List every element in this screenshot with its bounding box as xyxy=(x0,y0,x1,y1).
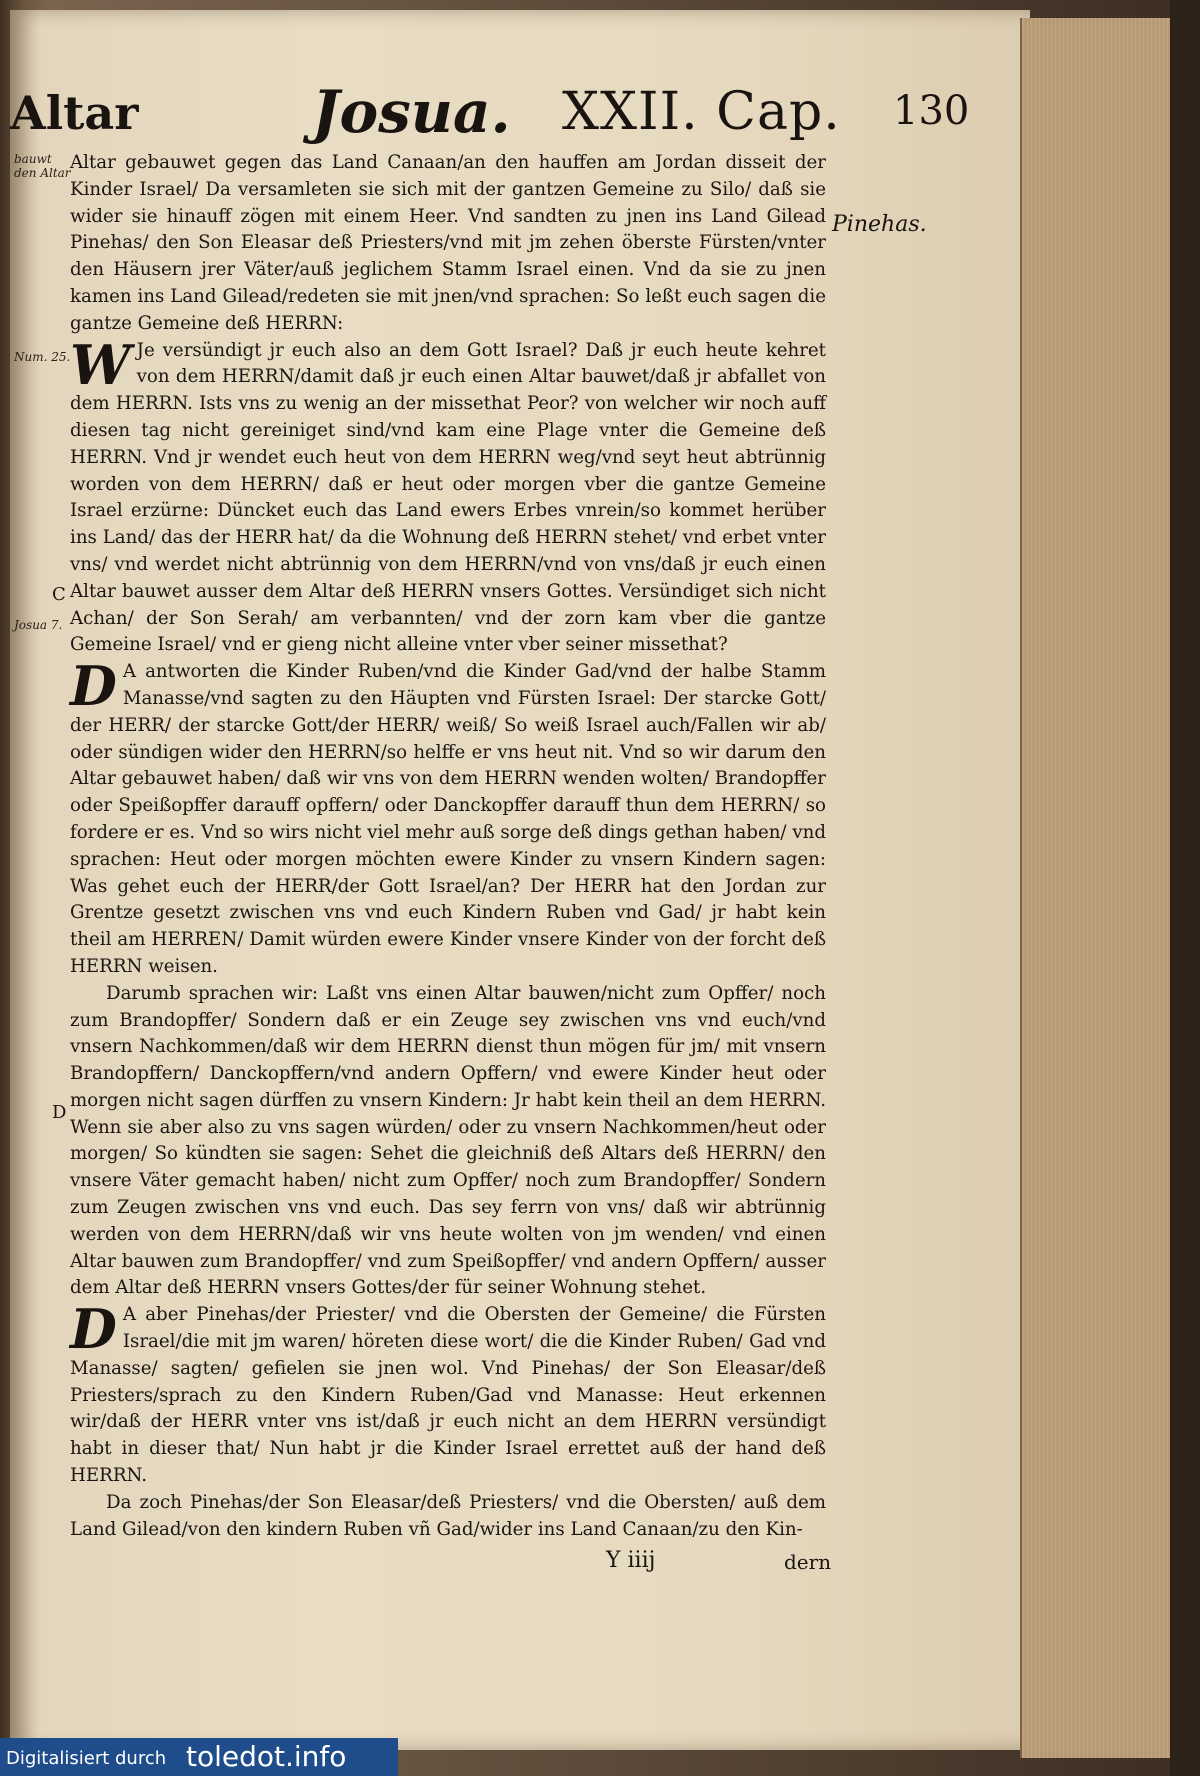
paragraph-text: Altar gebauwet gegen das Land Canaan/an den hauffen am Jordan disseit der Kinder Israel/ Da versamleten sie sich mit der gantzen Gemeine zu Silo/ daß sie wider sie hinauff zögen mit einem Heer. Vnd sandten zu jnen ins Land Gilead Pinehas/ den Son Eleasar deß Priesters/vnd mit jm zehen öberste Fürsten/vnter den Häusern jrer Väter/auß jeglichem Stamm Israel einen. Vnd da sie zu jnen kamen ins Land Gilead/redeten sie mit jnen/vnd sprachen: So leßt euch sagen die gantze Gemeine deß HERRN: xyxy=(70,152,826,334)
margin-note-3: Josua 7. xyxy=(14,618,63,632)
section-marker-d: D xyxy=(52,1102,67,1123)
paragraph-text: Darumb sprachen wir: Laßt vns einen Altar bauwen/nicht zum Opffer/ noch zum Brandopffer/ Sondern daß er ein Zeuge sey zwischen vns vnd euch/vnd vnsern Nachkommen/daß wir dem HERRN dienst thun mögen für jm/ mit vnsern Brandopffern/ Danckopffern/vnd andern Opffern/ vnd ewere Kinder heut oder morgen nicht sagen dürffen zu vnsern Kindern: Jr habt kein theil an dem HERRN. Wenn sie aber also zu vns sagen würden/ oder zu vnsern Nachkommen/heut oder morgen/ So kündten sie sagen: Sehet die gleichniß deß Altars deß HERRN/ den vnsere Väter gemacht haben/ nicht zum Opffer/ noch zum Brandopffer/ Sondern zum Zeugen zwischen vns vnd euch. Das sey ferrn von vns/ daß wir abtrünnig werden von dem HERRN/daß wir vns heute wolten von jm wenden/ vnd einen Altar bauwen zum Brandopffer/ vnd zum Speißopffer/ vnd andern Opffern/ ausser dem Altar deß HERRN vnsers Gottes/der für seiner Wohnung stehet. xyxy=(70,982,826,1299)
drop-cap: D xyxy=(70,654,117,719)
book-cover-edge xyxy=(1170,0,1200,1776)
paragraph xyxy=(70,981,826,1303)
paragraph xyxy=(70,150,826,338)
margin-note-right: Pinehas. xyxy=(832,212,927,237)
section-marker-c: C xyxy=(52,584,66,605)
running-header xyxy=(0,78,1000,158)
banner-site-link[interactable]: toledot.info xyxy=(186,1740,347,1773)
header-book-title: Josua. xyxy=(312,78,511,146)
paragraph-text: A antworten die Kinder Ruben/vnd die Kinder Gad/vnd der halbe Stamm Manasse/vnd sagten zu den Häupten vnd Fürsten Israel: Der starcke Gott/ der HERR/ der starcke Gott/der HERR/ weiß/ So weiß Israel auch/Fallen wir ab/ oder sündigen wider den HERRN/so helffe er vns heut nit. Vnd so wir darum den Altar gebauwet haben/ daß wir vns von dem HERRN wenden wolten/ Brandopffer oder Speißopffer darauff opffern/ oder Danckopffer darauff thun dem HERRN/ so fordere er es. Vnd so wirs nicht viel mehr auß sorge deß dings gethan haben/ vnd sprachen: Heut oder morgen möchten ewere Kinder zu vnsern Kindern sagen: Was gehet euch der HERR/der Gott Israel/an? Der HERR hat den Jordan zur Grentze gesetzt zwischen vns vnd euch Kindern Ruben vnd Gad/ jr habt kein theil am HERREN/ Damit würden ewere Kinder vnsere Kinder von der forcht deß HERRN weisen. xyxy=(70,661,826,977)
header-folio-number: 130 xyxy=(893,88,970,134)
header-left-word: Altar xyxy=(10,86,139,140)
page-edges xyxy=(1020,18,1172,1758)
margin-note-1: bauwt den Altar xyxy=(14,152,71,180)
digitization-banner[interactable] xyxy=(0,1738,398,1776)
paragraph-text: A aber Pinehas/der Priester/ vnd die Obersten der Gemeine/ die Fürsten Israel/die mit jm waren/ höreten diese wort/ die die Kinder Ruben/ Gad vnd Manasse/ sagten/ gefielen sie jnen wol. Vnd Pinehas/ der Son Eleasar/deß Priesters/sprach zu den Kindern Ruben/Gad vnd Manasse: Heut erkennen wir/daß der HERR vnter vns ist/daß jr euch nicht an dem HERRN versündigt habt in dieser that/ Nun habt jr die Kinder Israel errettet auß der hand deß HERRN. xyxy=(70,1304,826,1487)
drop-cap: D xyxy=(70,1297,117,1362)
signature-mark: Y iiij xyxy=(606,1548,656,1573)
paragraph-text: Da zoch Pinehas/der Son Eleasar/deß Priesters/ vnd die Obersten/ auß dem Land Gilead/von den kindern Ruben vñ Gad/wider ins Land Canaan/zu den Kin- xyxy=(70,1491,826,1540)
drop-cap: W xyxy=(70,332,131,397)
paragraph xyxy=(70,1297,826,1490)
paragraph-text: Je versündigt jr euch also an dem Gott Israel? Daß jr euch heute kehret von dem HERRN/damit daß jr euch einen Altar bauwet/daß jr abfallet von dem HERRN. Ists vns zu wenig an der missethat Peor? von welcher wir noch auff diesen tag nicht gereiniget sind/vnd kam eine Plage vnter die Gemeine deß HERRN. Vnd jr wendet euch heut von dem HERRN weg/vnd seyt heut abtrünnig worden von dem HERRN/ daß er heut oder morgen vber die gantze Gemeine Israel erzürne: Düncket euch das Land ewers Erbes vnrein/so kommet herüber ins Land/ das der HERR hat/ da die Wohnung deß HERRN stehet/ vnd erbet vnter vns/ vnd werdet nicht abtrünnig von dem HERRN/vnd von vns/daß jr euch einen Altar bauwet ausser dem Altar deß HERRN vnsers Gottes. Versündiget sich nicht Achan/ der Son Serah/ am verbannten/ vnd der zorn kam vber die gantze Gemeine Israel/ vnd er gieng nicht alleine vnter vber seiner missethat? xyxy=(70,339,826,656)
paragraph xyxy=(70,654,826,981)
header-chapter: XXII. Cap. xyxy=(562,82,841,142)
catchword: dern xyxy=(784,1550,832,1574)
paragraph xyxy=(70,332,826,660)
body-text xyxy=(70,150,826,1543)
margin-note-2: Num. 25. xyxy=(14,350,71,364)
banner-prefix: Digitalisiert durch xyxy=(6,1748,167,1769)
paragraph xyxy=(70,1490,826,1544)
